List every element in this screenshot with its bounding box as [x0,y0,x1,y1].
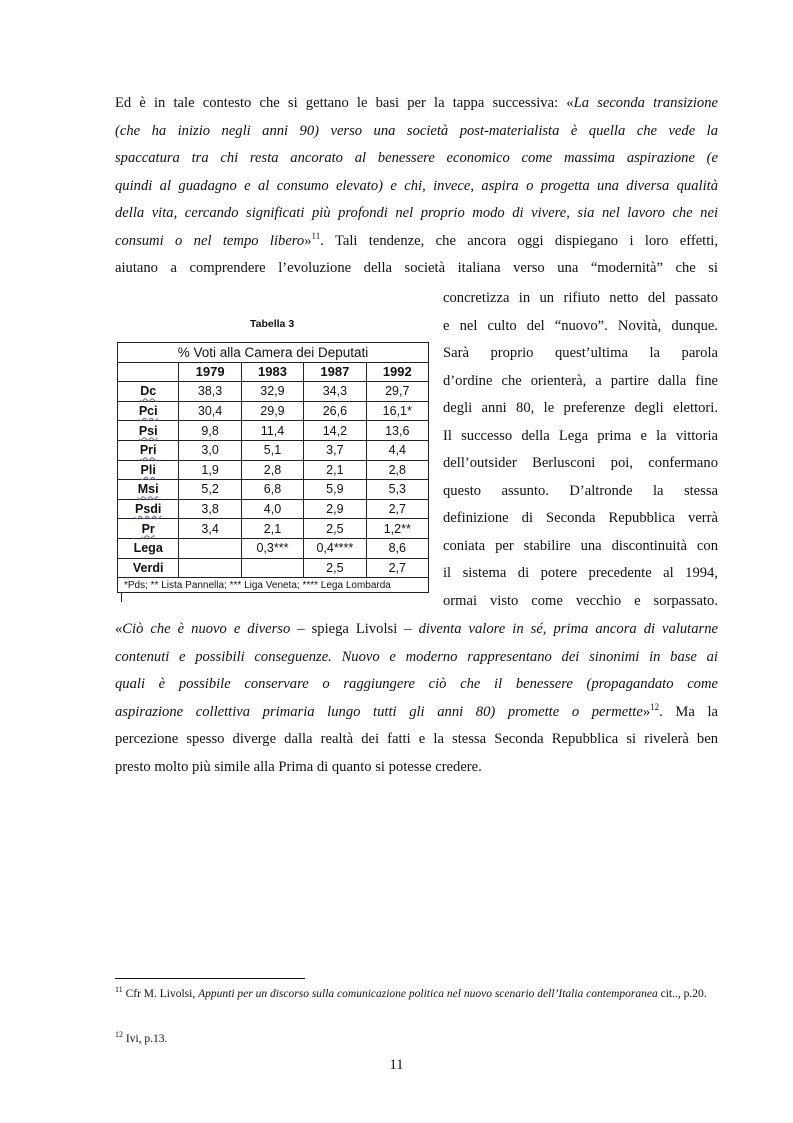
value-cell: 2,8 [366,460,428,480]
value-cell: 38,3 [179,382,241,402]
text-line: presto molto più simile alla Prima di quanto si potesse credere. [115,758,482,775]
text-line: coniata per stabilire una discontinuità con [443,537,718,554]
footnote-ref-12: 12 [650,701,660,712]
table-row [118,460,429,480]
party-cell: Psdi [118,499,179,519]
paragraph-1 [115,90,718,283]
value-cell: 3,4 [179,519,241,539]
value-cell: 1,2** [366,519,428,539]
text-line: d’ordine che orienterà, a partire dalla fine [443,372,718,389]
text-line: questo assunto. D’altronde la stessa [443,482,718,499]
text-line: aspirazione collettiva primaria lungo tutti gli anni 80) promette o permette»$^{12}$. Ma la [115,701,718,720]
text-line: Ed è in tale contesto che si gettano le basi per la tappa successiva: «La seconda transizione [115,95,719,111]
party-cell: Pci [118,401,179,421]
text-line: degli anni 80, le preferenze degli elettori. [443,400,718,416]
text-line: Sarà proprio quest’ultima la parola [443,345,718,361]
text-line: quali è possibile conservare o raggiungere ciò che il benessere (propagandato come [115,676,718,692]
text-line: dell’outsider Berlusconi poi, confermano [443,455,718,471]
text-line: della vita, cercando significati più profondi nel proprio modo di vivere, sia nel lavoro che nei [115,205,718,221]
party-cell: Msi [118,480,179,500]
text-line: aiutano a comprendere l’evoluzione della società italiana verso una “modernità” che si [115,260,718,276]
party-cell: Pri [118,440,179,460]
party-cell: Lega [118,538,179,558]
year-header: 1983 [241,362,303,382]
table-caption: Tabella 3 [250,318,295,330]
text-line: concretizza in un rifiuto netto del passato [443,290,718,306]
year-header: 1979 [179,362,241,382]
footnote-separator [115,978,305,979]
value-cell: 2,8 [241,460,303,480]
value-cell: 2,5 [304,558,366,578]
table-corner-cell [118,362,179,382]
text-line: quindi al guadagno e al consumo elevato) e chi, invece, aspira o progetta una diversa qualità [115,177,718,194]
value-cell: 5,9 [304,480,366,500]
value-cell: 2,7 [366,499,428,519]
party-cell: Verdi [118,558,179,578]
party-cell: Dc [118,382,179,402]
value-cell: 1,9 [179,460,241,480]
value-cell: 2,1 [241,519,303,539]
value-cell: 4,4 [366,440,428,460]
table-edge-mark [121,593,122,602]
page-number: 11 [389,1057,404,1073]
footnote-ref-11: 11 [311,230,321,241]
value-cell: 11,4 [241,421,303,441]
party-cell: Pli [118,460,179,480]
value-cell: 6,8 [241,480,303,500]
text-line: Il successo della Lega prima e la vittoria [443,427,718,444]
value-cell: 2,5 [304,519,366,539]
value-cell: 3,7 [304,440,366,460]
text-line: ormai visto come vecchio e sorpassato. [443,592,718,609]
year-header: 1992 [366,362,428,382]
table-row [118,499,429,519]
value-cell: 30,4 [179,401,241,421]
value-cell: 34,3 [304,382,366,402]
value-cell: 2,9 [304,499,366,519]
value-cell [241,558,303,578]
table-row [118,401,429,421]
table-row [118,480,429,500]
value-cell [179,538,241,558]
text-line: spaccatura tra chi resta ancorato al benessere economico come massima aspirazione (e [115,150,718,166]
text-line: e nel culto del “nuovo”. Novità, dunque. [443,317,718,334]
table-title: % Voti alla Camera dei Deputati [118,343,429,363]
value-cell: 3,8 [179,499,241,519]
footnote-12: $^{12}$ Ivi, p.13. [115,1030,168,1045]
value-cell: 4,0 [241,499,303,519]
table-row [118,440,429,460]
value-cell: 2,7 [366,558,428,578]
value-cell: 5,1 [241,440,303,460]
text-line: (che ha inizio negli anni 90) verso una società post-materialista è quella che vede la [115,122,718,139]
footnote-11: $^{11}$ Cfr M. Livolsi, Appunti per un discorso sulla comunicazione politica nel nuovo scenario dell’Italia contemporanea cit.., p.20. [115,985,707,1000]
value-cell: 29,9 [241,401,303,421]
text-line: «Ciò che è nuovo e diverso – spiega Livolsi – diventa valore in sé, prima ancora di valutarne [115,621,718,637]
table-row [118,421,429,441]
value-cell: 2,1 [304,460,366,480]
paragraph-2 [115,616,718,781]
value-cell: 16,1* [366,401,428,421]
text-line: definizione di Seconda Repubblica verrà [443,510,718,526]
value-cell: 32,9 [241,382,303,402]
value-cell: 3,0 [179,440,241,460]
value-cell: 5,3 [366,480,428,500]
party-cell: Psi [118,421,179,441]
value-cell: 14,2 [304,421,366,441]
text-line: percezione spesso diverge dalla realtà dei fatti e la stessa Seconda Repubblica si rivelerà ben [115,731,718,747]
party-cell: Pr [118,519,179,539]
text-line: contenuti e possibili conseguenze. Nuovo e moderno rappresentano dei sinonimi in base ai [115,648,718,665]
value-cell: 9,8 [179,421,241,441]
value-cell: 13,6 [366,421,428,441]
value-cell: 0,3*** [241,538,303,558]
votes-table [117,342,429,593]
value-cell [179,558,241,578]
value-cell: 26,6 [304,401,366,421]
value-cell: 0,4**** [304,538,366,558]
table-row [118,558,429,578]
table-row [118,382,429,402]
table-note: *Pds; ** Lista Pannella; *** Liga Veneta; **** Lega Lombarda [118,578,429,593]
table-row [118,538,429,558]
year-header: 1987 [304,362,366,382]
table-row [118,519,429,539]
text-line: consumi o nel tempo libero»$^{11}$. Tali tendenze, che ancora oggi dispiegano i loro effetti, [115,230,718,249]
value-cell: 5,2 [179,480,241,500]
value-cell: 29,7 [366,382,428,402]
wrapped-text-column [443,285,718,615]
value-cell: 8,6 [366,538,428,558]
text-line: il sistema di potere precedente al 1994, [443,565,718,581]
